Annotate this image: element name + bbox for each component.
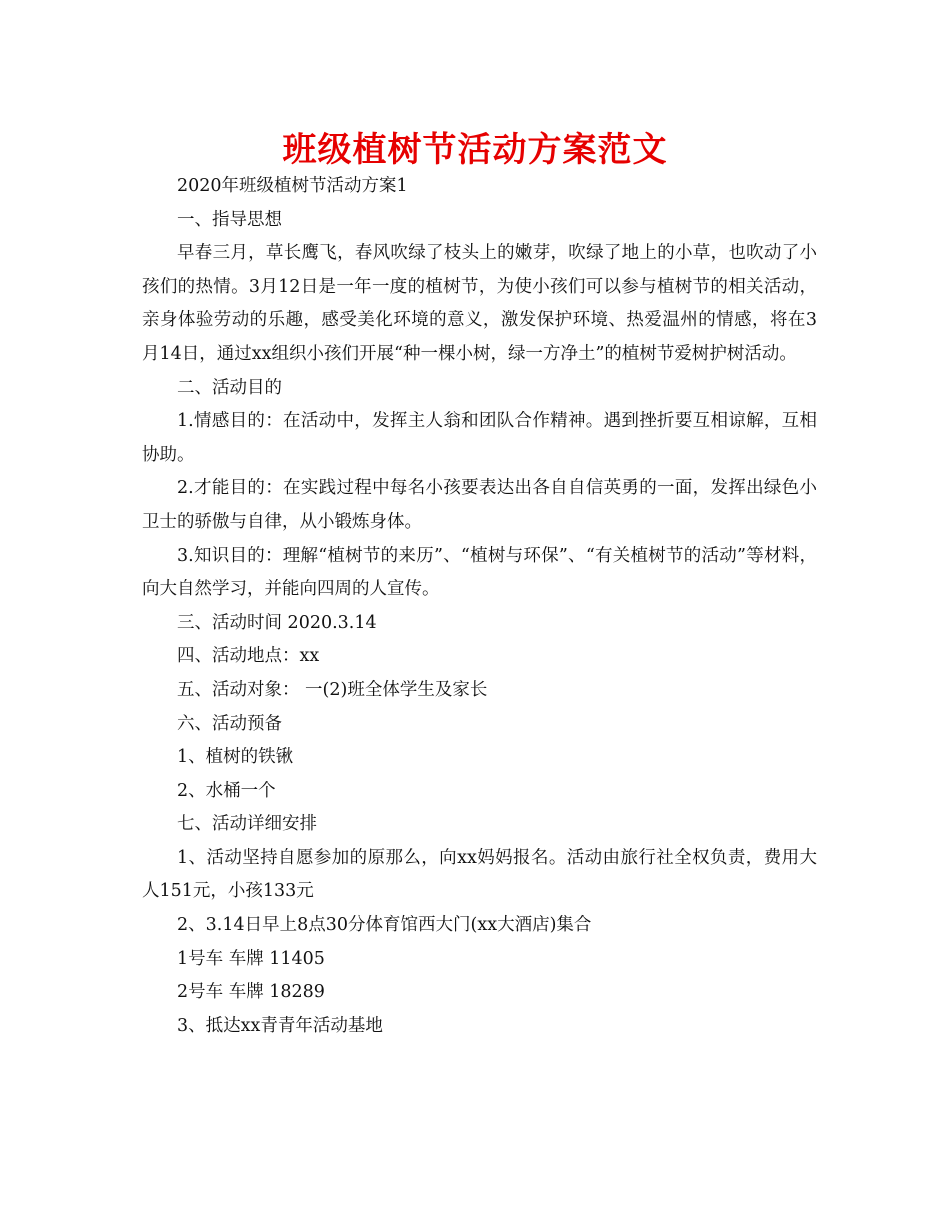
paragraph-purpose-knowledge: 3.知识目的：理解“植树节的来历”、“植树与环保”、“有关植树节的活动”等材料，向大自然学习，并能向四周的人宣传。 — [142, 545, 817, 600]
paragraph-schedule-gather: 2、3.14日早上8点30分体育馆西大门(xx大酒店)集合 — [177, 915, 592, 936]
section-heading-schedule: 七、活动详细安排 — [177, 814, 317, 835]
paragraph-plan-heading: 2020年班级植树节活动方案1 — [177, 176, 408, 196]
document-body — [142, 170, 817, 1043]
section-heading-purpose: 二、活动目的 — [177, 377, 282, 398]
paragraph-bus-1: 1号车 车牌 11405 — [177, 948, 325, 969]
section-heading-location: 四、活动地点：xx — [177, 646, 320, 667]
paragraph-guiding-idea: 早春三月，草长鹰飞，春风吹绿了枝头上的嫩芽，吹绿了地上的小草，也吹动了小孩们的热情。3月12日是一年一度的植树节，为使小孩们可以参与植树节的相关活动，亲身体验劳动的乐趣，感受美化环境的意义，激发保护环境、热爱温州的情感，将在3月14日，通过xx组织小孩们开展“种一棵小树，绿一方净土”的植树节爱树护树活动。 — [142, 243, 817, 364]
section-heading-participants: 五、活动对象： 一(2)班全体学生及家长 — [177, 679, 488, 700]
section-heading-time: 三、活动时间 2020.3.14 — [177, 612, 377, 633]
list-item-shovel: 1、植树的铁锹 — [177, 747, 294, 768]
document-title: 班级植树节活动方案范文 — [282, 130, 668, 170]
paragraph-schedule-arrive: 3、抵达xx青青年活动基地 — [177, 1015, 383, 1036]
paragraph-purpose-emotion: 1.情感目的：在活动中，发挥主人翁和团队合作精神。遇到挫折要互相谅解，互相协助。 — [142, 411, 817, 465]
section-heading-preparation: 六、活动预备 — [177, 713, 282, 734]
list-item-bucket: 2、水桶一个 — [177, 780, 276, 801]
section-heading-guiding-idea: 一、指导思想 — [177, 209, 282, 230]
paragraph-purpose-ability: 2.才能目的：在实践过程中每名小孩要表达出各自自信英勇的一面，发挥出绿色小卫士的骄傲与自律，从小锻炼身体。 — [142, 478, 817, 532]
paragraph-bus-2: 2号车 车牌 18289 — [177, 982, 325, 1003]
paragraph-schedule-signup: 1、活动坚持自愿参加的原那么，向xx妈妈报名。活动由旅行社全权负责，费用大人151元，小孩133元 — [142, 847, 817, 902]
